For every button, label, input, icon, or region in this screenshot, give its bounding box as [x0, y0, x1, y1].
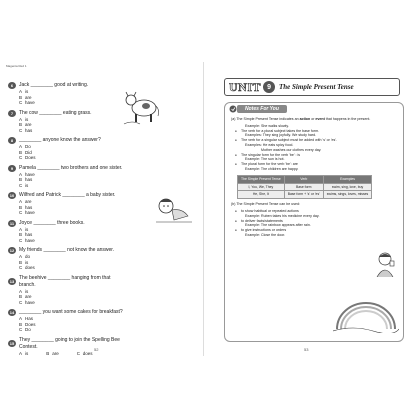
- question-stem: [8, 275, 126, 289]
- option-text: do: [25, 254, 31, 259]
- option-letter: C: [19, 327, 23, 332]
- question-number: 11: [9, 220, 15, 226]
- page-number-left: 52: [94, 347, 99, 352]
- table-header: The Simple Present Tense: [238, 175, 285, 183]
- option-text: are: [25, 199, 32, 204]
- option-text: does: [25, 265, 35, 270]
- question-number: 13: [9, 279, 15, 284]
- example-line: Examples: They sing joyfully. We study hard.: [245, 133, 317, 138]
- option-letter: A: [19, 316, 23, 321]
- question-stem: [8, 220, 126, 227]
- option-letter: C: [19, 265, 23, 270]
- option-text: is: [25, 350, 29, 356]
- question-text: Jack ________ good at writing.: [19, 82, 89, 88]
- question-text: The cow ________ eating grass.: [19, 109, 92, 116]
- rule-line: ● The verb for a singular subject must be added with 's' or 'es'.: [231, 138, 399, 143]
- question-number: 7: [8, 110, 16, 117]
- option-letter: B: [19, 94, 23, 100]
- option-letter: C: [19, 155, 23, 160]
- option-letter: B: [19, 122, 23, 127]
- question-text: Joyce ________ three books.: [19, 219, 85, 226]
- example-line: Example: Ruben takes his medicine every day.: [245, 213, 320, 218]
- example-line: Examples: He eats spicy food.: [245, 142, 294, 147]
- question-stem: [8, 82, 126, 89]
- option-letter: A: [19, 288, 23, 294]
- option-letter: C: [19, 210, 23, 215]
- option-text: is: [25, 182, 29, 188]
- use-line: ● to give instructions or orders: [231, 228, 399, 233]
- question-text: They ________ going to join the Spelling Bee Contest.: [19, 336, 120, 350]
- option-list: [8, 351, 126, 357]
- option-text: are: [25, 122, 32, 127]
- option-letter: A: [19, 116, 23, 122]
- option-letter: B: [19, 149, 23, 155]
- option-list: [8, 316, 126, 333]
- question-item: [8, 220, 126, 244]
- answer-option[interactable]: [19, 100, 126, 106]
- example-line: Example: The sun is hot.: [245, 157, 285, 162]
- question-item: [8, 165, 126, 189]
- option-letter: B: [19, 294, 23, 299]
- option-letter: C: [19, 100, 23, 105]
- notes-content: [231, 117, 399, 238]
- tense-table: [237, 175, 372, 199]
- question-number: 6: [8, 82, 16, 89]
- section-b-intro: (b) The Simple Present Tense can be used:: [231, 202, 301, 207]
- option-letter: C: [76, 350, 81, 356]
- option-text: Do: [25, 327, 31, 332]
- option-text: has: [25, 204, 33, 210]
- answer-option[interactable]: [77, 351, 93, 357]
- notes-header: [229, 105, 287, 113]
- option-text: is: [25, 288, 29, 294]
- question-item: [8, 337, 126, 357]
- option-text: Did: [25, 149, 32, 155]
- table-row: I, You, We, They Base form swim, sing, love, buy: [238, 183, 372, 191]
- option-text: has: [25, 127, 33, 133]
- book-spread: [4, 62, 412, 356]
- example-line: Mother washes our clothes every day.: [261, 147, 322, 152]
- option-letter: A: [19, 350, 23, 356]
- question-item: [8, 275, 126, 306]
- use-line: ● to show habitual or repeated actions: [231, 209, 399, 214]
- option-text: have: [25, 299, 35, 305]
- question-stem: [8, 165, 126, 172]
- question-number: 15: [9, 341, 15, 346]
- option-letter: C: [19, 237, 23, 243]
- section-a-intro: (a) The Simple Present Tense indicates an action or event that happens in the present.: [231, 117, 371, 121]
- answer-option[interactable]: [19, 238, 126, 244]
- answer-option[interactable]: [19, 300, 126, 306]
- rule-line: ● The verb for a plural subject takes the base form.: [231, 129, 399, 134]
- baby-illustration: [154, 194, 194, 224]
- question-stem: [8, 309, 126, 316]
- option-list: [8, 199, 126, 216]
- option-letter: B: [19, 259, 23, 265]
- rule-line: ● The singular form for the verb 'be' : is: [231, 153, 399, 158]
- cow-illustration: [122, 86, 162, 126]
- table-header: Examples: [323, 175, 371, 183]
- question-text: My friends ________ not know the answer.: [19, 247, 115, 253]
- option-list: [8, 227, 126, 244]
- option-text: does: [82, 350, 93, 356]
- answer-option[interactable]: [19, 327, 126, 333]
- question-number: 9: [8, 165, 16, 172]
- option-text: Has: [25, 316, 34, 321]
- rainbow-illustration: [333, 299, 399, 333]
- option-text: are: [25, 94, 32, 100]
- rule-line: ● The plural form for the verb 'be': are: [231, 162, 399, 167]
- unit-banner: [224, 78, 400, 96]
- option-letter: A: [19, 199, 23, 204]
- option-letter: C: [19, 127, 23, 133]
- answer-option[interactable]: [19, 128, 126, 134]
- answer-option[interactable]: [46, 351, 59, 357]
- question-number: 14: [9, 310, 15, 315]
- option-text: have: [25, 171, 35, 177]
- option-text: have: [25, 237, 35, 243]
- option-list: [8, 254, 126, 271]
- notes-box: [224, 102, 404, 342]
- question-text: ________ you want some cakes for breakfast?: [19, 309, 123, 315]
- question-text: Pamela ________ two brothers and one sister.: [19, 164, 123, 171]
- left-page: [4, 62, 204, 356]
- option-letter: A: [19, 171, 23, 177]
- option-letter: A: [19, 254, 23, 259]
- example-line: Example: Close the door.: [245, 232, 286, 237]
- question-item: [8, 247, 126, 271]
- question-item: [8, 137, 126, 161]
- answer-option[interactable]: [19, 265, 126, 271]
- option-letter: A: [19, 144, 23, 149]
- option-text: is: [25, 116, 29, 122]
- option-list: [8, 289, 126, 306]
- option-text: Does: [25, 321, 36, 327]
- option-letter: B: [19, 232, 23, 237]
- option-list: [8, 89, 126, 106]
- right-page: [210, 62, 412, 356]
- question-number: 8: [8, 137, 16, 144]
- option-letter: A: [19, 226, 23, 232]
- option-text: have: [25, 100, 35, 105]
- notes-bulb-icon: [229, 105, 237, 113]
- option-letter: B: [19, 321, 23, 327]
- option-text: are: [25, 294, 32, 299]
- question-stem: [8, 247, 126, 254]
- option-list: [8, 117, 126, 134]
- question-text: The beehive ________ hanging from that branch.: [19, 274, 111, 288]
- question-stem: [8, 192, 126, 199]
- example-line: Example: She walks slowly.: [245, 123, 289, 128]
- option-text: are: [52, 350, 59, 356]
- question-number: 10: [9, 193, 15, 198]
- option-text: is: [25, 89, 29, 94]
- question-item: [8, 192, 126, 216]
- option-text: Do: [25, 144, 31, 149]
- option-text: is: [25, 226, 29, 232]
- example-line: Example: The children are happy.: [245, 166, 299, 171]
- question-item: [8, 110, 126, 134]
- question-item: [8, 82, 126, 106]
- option-letter: B: [46, 350, 50, 356]
- option-letter: C: [19, 299, 23, 305]
- answer-option[interactable]: [19, 155, 126, 161]
- question-item: [8, 309, 126, 333]
- example-line: Example: The rainbow appears after rain.: [245, 223, 311, 228]
- option-text: has: [25, 232, 33, 237]
- option-list: [8, 172, 126, 189]
- option-list: [8, 144, 126, 161]
- option-text: has: [25, 177, 33, 182]
- option-text: Does: [25, 155, 36, 160]
- option-letter: B: [19, 204, 23, 210]
- option-text: have: [25, 210, 35, 215]
- question-text: Wilfred and Patrick ________ a baby sister.: [19, 192, 116, 198]
- running-head: Magenta Red 1: [6, 64, 27, 68]
- unit-number: 9: [263, 81, 275, 93]
- girl-medicine-illustration: [371, 251, 399, 277]
- page-number-right: 53: [304, 347, 309, 352]
- question-list: [8, 82, 126, 360]
- notes-title: Notes For You: [237, 105, 287, 113]
- question-text: ________ anyone know the answer?: [19, 137, 101, 143]
- question-stem: [8, 110, 126, 117]
- question-number: 12: [9, 248, 15, 253]
- unit-label: UNIT: [229, 79, 262, 94]
- option-letter: B: [19, 177, 23, 182]
- question-stem: [8, 337, 126, 351]
- option-letter: A: [19, 89, 23, 94]
- answer-option[interactable]: [19, 210, 126, 216]
- option-text: is: [25, 259, 29, 265]
- use-line: ● to deliver facts/statements: [231, 219, 399, 224]
- option-letter: C: [19, 182, 23, 188]
- table-row: He, She, It Base form + 's' or 'es' swims, sings, loves, misses: [238, 191, 372, 199]
- answer-option[interactable]: [19, 183, 126, 189]
- answer-option[interactable]: [19, 351, 28, 357]
- unit-title: The Simple Present Tense: [279, 83, 354, 91]
- question-stem: [8, 137, 126, 144]
- table-header: Verb: [284, 175, 323, 183]
